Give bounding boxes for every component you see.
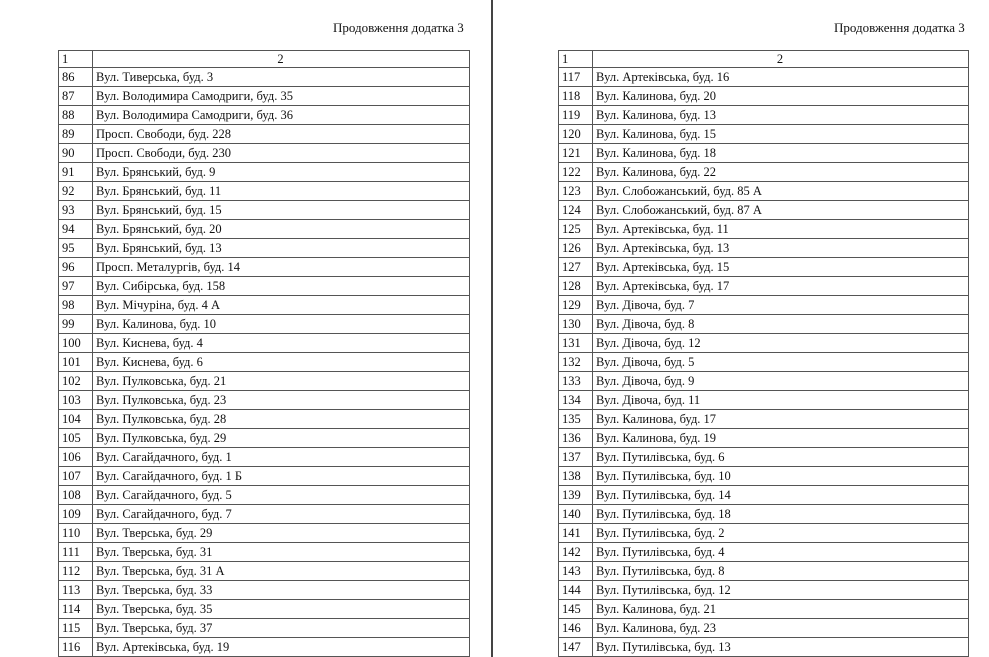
table-row <box>59 410 470 429</box>
row-address: Вул. Артеківська, буд. 19 <box>93 638 470 657</box>
row-number: 106 <box>59 448 93 467</box>
row-number: 126 <box>559 239 593 258</box>
page-heading: Продовження додатка 3 <box>333 20 464 35</box>
row-address: Вул. Брянський, буд. 20 <box>93 220 470 239</box>
table-row <box>59 220 470 239</box>
table-row <box>59 524 470 543</box>
column-header-address: 2 <box>93 51 470 68</box>
row-number: 123 <box>559 182 593 201</box>
row-number: 145 <box>559 600 593 619</box>
row-address: Вул. Артеківська, буд. 16 <box>593 68 969 87</box>
row-address: Вул. Брянський, буд. 15 <box>93 201 470 220</box>
table-row <box>559 277 969 296</box>
table-row <box>59 163 470 182</box>
table-row <box>559 201 969 220</box>
row-number: 91 <box>59 163 93 182</box>
table-row <box>59 448 470 467</box>
row-number: 128 <box>559 277 593 296</box>
row-number: 110 <box>59 524 93 543</box>
row-address: Вул. Артеківська, буд. 11 <box>593 220 969 239</box>
table-row <box>559 410 969 429</box>
row-number: 130 <box>559 315 593 334</box>
table-row <box>59 296 470 315</box>
row-number: 133 <box>559 372 593 391</box>
table-row <box>559 372 969 391</box>
table-row <box>559 638 969 657</box>
table-row <box>59 581 470 600</box>
table-row <box>559 467 969 486</box>
row-number: 102 <box>59 372 93 391</box>
table-row <box>559 619 969 638</box>
table-row <box>59 638 470 657</box>
table-row <box>559 334 969 353</box>
row-address: Вул. Дівоча, буд. 12 <box>593 334 969 353</box>
row-address: Вул. Путилівська, буд. 12 <box>593 581 969 600</box>
table-row <box>559 600 969 619</box>
row-number: 86 <box>59 68 93 87</box>
table-row <box>559 562 969 581</box>
row-number: 137 <box>559 448 593 467</box>
table-row <box>59 429 470 448</box>
row-number: 105 <box>59 429 93 448</box>
row-address: Вул. Тверська, буд. 31 А <box>93 562 470 581</box>
table-row <box>559 220 969 239</box>
row-number: 95 <box>59 239 93 258</box>
table-row <box>59 467 470 486</box>
row-number: 88 <box>59 106 93 125</box>
table-row <box>59 391 470 410</box>
table-header-row <box>559 51 969 68</box>
table-row <box>559 68 969 87</box>
row-number: 98 <box>59 296 93 315</box>
row-number: 117 <box>559 68 593 87</box>
row-address: Вул. Путилівська, буд. 8 <box>593 562 969 581</box>
row-number: 122 <box>559 163 593 182</box>
row-number: 146 <box>559 619 593 638</box>
table-row <box>59 68 470 87</box>
table-row <box>559 448 969 467</box>
row-number: 141 <box>559 524 593 543</box>
row-number: 115 <box>59 619 93 638</box>
table-row <box>559 391 969 410</box>
row-number: 100 <box>59 334 93 353</box>
row-number: 118 <box>559 87 593 106</box>
row-number: 113 <box>59 581 93 600</box>
row-address: Вул. Тверська, буд. 29 <box>93 524 470 543</box>
table-row <box>559 581 969 600</box>
row-address: Вул. Тверська, буд. 35 <box>93 600 470 619</box>
row-address: Вул. Дівоча, буд. 7 <box>593 296 969 315</box>
table-header-row <box>59 51 470 68</box>
row-address: Вул. Сагайдачного, буд. 1 <box>93 448 470 467</box>
row-number: 129 <box>559 296 593 315</box>
table-row <box>559 543 969 562</box>
table-row <box>559 87 969 106</box>
row-number: 125 <box>559 220 593 239</box>
row-address: Вул. Калинова, буд. 21 <box>593 600 969 619</box>
row-number: 94 <box>59 220 93 239</box>
row-address: Просп. Металургів, буд. 14 <box>93 258 470 277</box>
table-row <box>59 315 470 334</box>
row-address: Вул. Дівоча, буд. 11 <box>593 391 969 410</box>
row-number: 92 <box>59 182 93 201</box>
row-number: 116 <box>59 638 93 657</box>
row-number: 87 <box>59 87 93 106</box>
row-number: 89 <box>59 125 93 144</box>
row-address: Вул. Путилівська, буд. 18 <box>593 505 969 524</box>
row-number: 132 <box>559 353 593 372</box>
row-number: 124 <box>559 201 593 220</box>
table-row <box>59 87 470 106</box>
row-address: Вул. Калинова, буд. 10 <box>93 315 470 334</box>
row-number: 140 <box>559 505 593 524</box>
row-address: Вул. Киснева, буд. 6 <box>93 353 470 372</box>
table-row <box>59 144 470 163</box>
row-address: Вул. Сибірська, буд. 158 <box>93 277 470 296</box>
row-address: Просп. Свободи, буд. 230 <box>93 144 470 163</box>
table-row <box>59 486 470 505</box>
row-number: 144 <box>559 581 593 600</box>
row-address: Вул. Тиверська, буд. 3 <box>93 68 470 87</box>
row-address: Вул. Пулковська, буд. 23 <box>93 391 470 410</box>
row-address: Вул. Путилівська, буд. 14 <box>593 486 969 505</box>
table-row <box>559 296 969 315</box>
row-address: Вул. Калинова, буд. 19 <box>593 429 969 448</box>
row-number: 99 <box>59 315 93 334</box>
column-header-number: 1 <box>59 51 93 68</box>
row-number: 147 <box>559 638 593 657</box>
row-address: Вул. Пулковська, буд. 29 <box>93 429 470 448</box>
row-address: Вул. Володимира Самодриги, буд. 36 <box>93 106 470 125</box>
row-number: 111 <box>59 543 93 562</box>
row-address: Вул. Сагайдачного, буд. 1 Б <box>93 467 470 486</box>
row-number: 104 <box>59 410 93 429</box>
page-heading: Продовження додатка 3 <box>834 20 965 35</box>
row-number: 101 <box>59 353 93 372</box>
table-row <box>559 524 969 543</box>
table-row <box>59 619 470 638</box>
table-row <box>59 334 470 353</box>
row-address: Вул. Брянський, буд. 9 <box>93 163 470 182</box>
row-address: Вул. Слобожанський, буд. 85 А <box>593 182 969 201</box>
table-row <box>559 505 969 524</box>
row-number: 143 <box>559 562 593 581</box>
row-address: Вул. Калинова, буд. 22 <box>593 163 969 182</box>
row-number: 119 <box>559 106 593 125</box>
row-address: Вул. Путилівська, буд. 10 <box>593 467 969 486</box>
row-number: 112 <box>59 562 93 581</box>
row-address: Вул. Путилівська, буд. 13 <box>593 638 969 657</box>
row-number: 90 <box>59 144 93 163</box>
table-row <box>559 258 969 277</box>
row-address: Вул. Путилівська, буд. 2 <box>593 524 969 543</box>
table-row <box>559 125 969 144</box>
row-address: Вул. Дівоча, буд. 9 <box>593 372 969 391</box>
row-number: 134 <box>559 391 593 410</box>
table-row <box>59 277 470 296</box>
table-row <box>559 315 969 334</box>
row-number: 107 <box>59 467 93 486</box>
column-header-number: 1 <box>559 51 593 68</box>
row-address: Вул. Тверська, буд. 33 <box>93 581 470 600</box>
row-address: Вул. Сагайдачного, буд. 5 <box>93 486 470 505</box>
row-address: Вул. Артеківська, буд. 13 <box>593 239 969 258</box>
row-address: Вул. Калинова, буд. 15 <box>593 125 969 144</box>
row-address: Вул. Брянський, буд. 13 <box>93 239 470 258</box>
table-row <box>59 600 470 619</box>
row-number: 120 <box>559 125 593 144</box>
row-address: Вул. Калинова, буд. 13 <box>593 106 969 125</box>
address-table <box>558 50 969 657</box>
right-page <box>494 0 989 657</box>
table-row <box>59 353 470 372</box>
row-address: Вул. Пулковська, буд. 28 <box>93 410 470 429</box>
row-number: 96 <box>59 258 93 277</box>
row-number: 142 <box>559 543 593 562</box>
row-address: Вул. Путилівська, буд. 6 <box>593 448 969 467</box>
table-row <box>59 543 470 562</box>
left-page <box>0 0 490 657</box>
table-row <box>559 353 969 372</box>
row-number: 109 <box>59 505 93 524</box>
table-row <box>559 486 969 505</box>
row-address: Вул. Киснева, буд. 4 <box>93 334 470 353</box>
row-address: Вул. Тверська, буд. 37 <box>93 619 470 638</box>
table-row <box>59 239 470 258</box>
table-row <box>59 182 470 201</box>
row-address: Просп. Свободи, буд. 228 <box>93 125 470 144</box>
table-row <box>59 201 470 220</box>
row-address: Вул. Калинова, буд. 20 <box>593 87 969 106</box>
table-row <box>59 372 470 391</box>
table-row <box>59 505 470 524</box>
row-number: 121 <box>559 144 593 163</box>
table-row <box>59 562 470 581</box>
row-address: Вул. Путилівська, буд. 4 <box>593 543 969 562</box>
row-number: 135 <box>559 410 593 429</box>
page-divider <box>491 0 493 657</box>
row-address: Вул. Артеківська, буд. 15 <box>593 258 969 277</box>
row-address: Вул. Калинова, буд. 17 <box>593 410 969 429</box>
row-address: Вул. Брянський, буд. 11 <box>93 182 470 201</box>
address-table <box>58 50 470 657</box>
row-number: 97 <box>59 277 93 296</box>
row-address: Вул. Калинова, буд. 23 <box>593 619 969 638</box>
table-row <box>559 429 969 448</box>
row-number: 136 <box>559 429 593 448</box>
table-row <box>559 239 969 258</box>
row-address: Вул. Володимира Самодриги, буд. 35 <box>93 87 470 106</box>
table-row <box>59 125 470 144</box>
table-row <box>559 106 969 125</box>
row-number: 131 <box>559 334 593 353</box>
row-number: 127 <box>559 258 593 277</box>
row-number: 93 <box>59 201 93 220</box>
row-address: Вул. Слобожанський, буд. 87 А <box>593 201 969 220</box>
table-row <box>559 144 969 163</box>
row-address: Вул. Тверська, буд. 31 <box>93 543 470 562</box>
row-address: Вул. Мічуріна, буд. 4 А <box>93 296 470 315</box>
column-header-address: 2 <box>593 51 969 68</box>
row-number: 139 <box>559 486 593 505</box>
row-address: Вул. Пулковська, буд. 21 <box>93 372 470 391</box>
table-row <box>559 182 969 201</box>
row-address: Вул. Дівоча, буд. 5 <box>593 353 969 372</box>
table-row <box>59 258 470 277</box>
row-address: Вул. Артеківська, буд. 17 <box>593 277 969 296</box>
row-address: Вул. Калинова, буд. 18 <box>593 144 969 163</box>
row-address: Вул. Сагайдачного, буд. 7 <box>93 505 470 524</box>
table-row <box>59 106 470 125</box>
row-address: Вул. Дівоча, буд. 8 <box>593 315 969 334</box>
row-number: 114 <box>59 600 93 619</box>
row-number: 108 <box>59 486 93 505</box>
table-row <box>559 163 969 182</box>
row-number: 138 <box>559 467 593 486</box>
row-number: 103 <box>59 391 93 410</box>
